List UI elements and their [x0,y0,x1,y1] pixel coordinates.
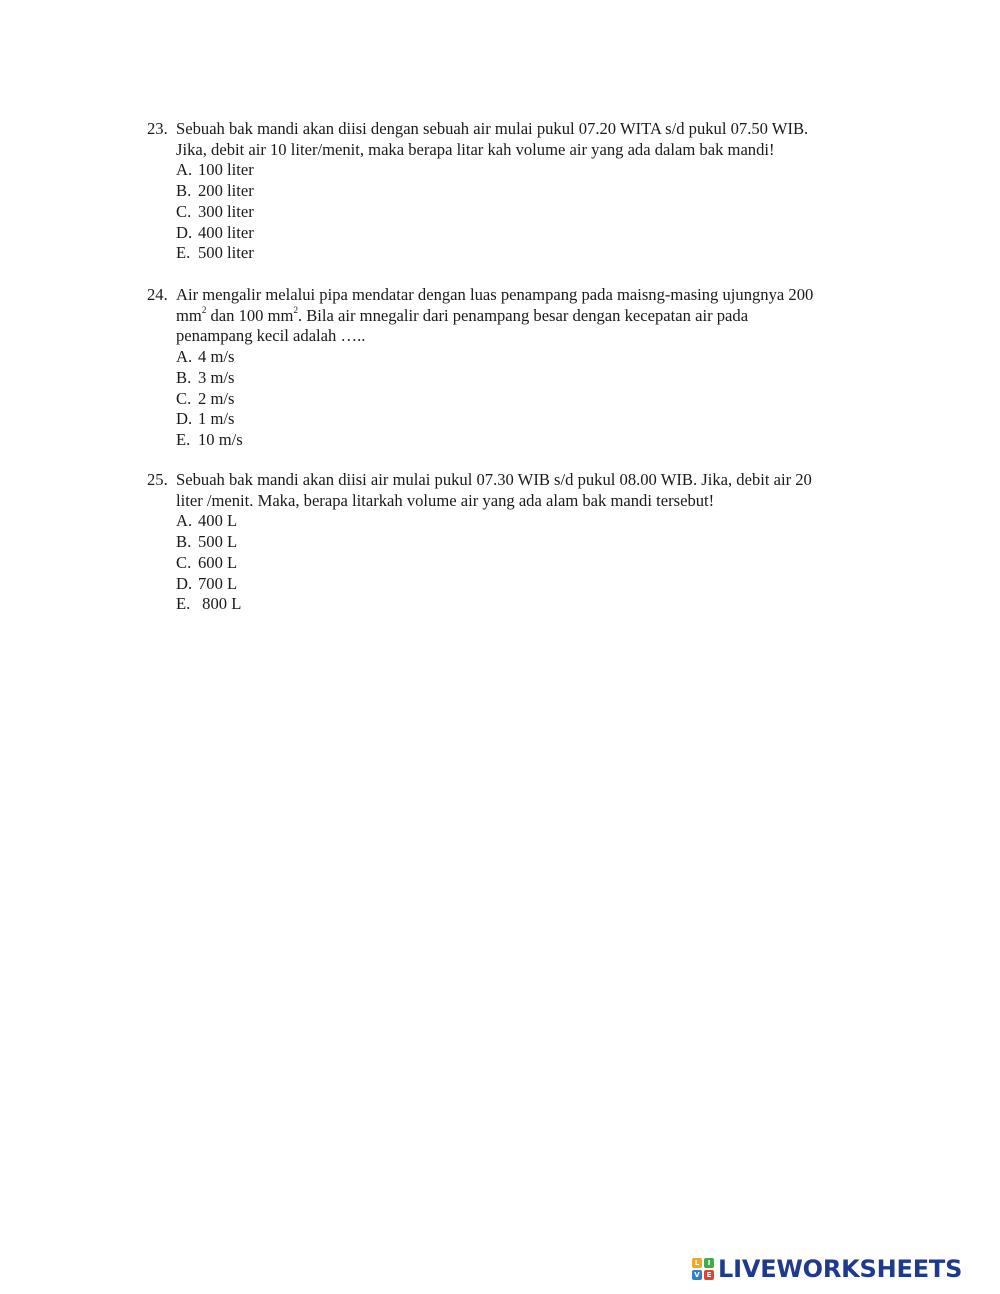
option-b[interactable] [176,181,877,202]
option-text: 400 L [198,511,238,531]
option-a[interactable] [176,160,877,181]
option-letter: A. [176,511,193,531]
option-d[interactable] [176,409,877,430]
answer-options [176,511,877,615]
answer-options [176,160,877,264]
option-letter: D. [176,409,193,429]
answer-options [176,347,877,451]
question-text [176,285,877,347]
question-line: liter /menit. Maka, berapa litarkah volume air yang ada alam bak mandi tersebut! [176,490,715,510]
superscript: 2 [293,305,298,316]
question-fragment: . Bila air mnegalir dari penampang besar dengan kecepatan air pada [297,305,749,325]
option-letter: D. [176,573,193,593]
question-number: 24. [147,285,168,304]
logo-tile-v: V [692,1270,702,1280]
question-23 [147,119,877,264]
option-c[interactable] [176,202,877,223]
option-letter: B. [176,367,192,387]
option-text: 2 m/s [198,388,235,408]
option-e[interactable] [176,430,877,451]
brand-name: LIVEWORKSHEETS [718,1255,963,1283]
option-letter: B. [176,181,192,201]
question-25 [147,470,877,615]
superscript: 2 [201,305,207,316]
option-letter: A. [176,160,193,180]
option-letter: C. [176,388,192,408]
option-letter: B. [176,532,192,552]
option-letter: E. [176,429,191,449]
option-e[interactable] [176,243,877,264]
option-text: 800 L [198,594,242,614]
option-d[interactable] [176,574,877,595]
logo-tile-l: L [692,1258,702,1268]
question-24 [147,285,877,451]
option-a[interactable] [176,347,877,368]
liveworksheets-logo-icon [692,1258,714,1280]
option-letter: C. [176,552,192,572]
question-line: penampang kecil adalah ….. [176,326,366,346]
option-text: 500 liter [198,243,254,263]
question-line: Air mengalir melalui pipa mendatar dengan luas penampang pada maisng-masing ujungnya 200 [176,285,814,304]
question-line [176,306,877,327]
option-letter: E. [176,243,191,263]
option-letter: C. [176,201,192,221]
option-b[interactable] [176,532,877,553]
option-text: 4 m/s [198,347,235,367]
option-d[interactable] [176,223,877,244]
option-letter: A. [176,347,193,367]
option-text: 200 liter [198,181,254,201]
option-text: 700 L [198,573,238,593]
option-letter: D. [176,222,193,242]
option-text: 600 L [198,552,238,572]
option-c[interactable] [176,389,877,410]
option-e[interactable] [176,594,877,615]
question-fragment: dan 100 mm [206,305,294,325]
option-text: 1 m/s [198,409,235,429]
question-number: 25. [147,470,168,489]
liveworksheets-brand[interactable] [692,1255,962,1283]
option-c[interactable] [176,553,877,574]
logo-tile-i: I [704,1258,714,1268]
question-text [176,119,877,160]
logo-tile-e: E [704,1270,714,1280]
question-line: Sebuah bak mandi akan diisi dengan sebuah air mulai pukul 07.20 WITA s/d pukul 07.50 WIB. [176,119,809,138]
unit-text: mm [176,305,202,325]
question-number: 23. [147,119,168,138]
option-a[interactable] [176,511,877,532]
option-letter: E. [176,594,191,614]
option-b[interactable] [176,368,877,389]
question-text [176,470,877,511]
option-text: 300 liter [198,201,254,221]
option-text: 100 liter [198,160,254,180]
question-line: Sebuah bak mandi akan diisi air mulai pukul 07.30 WIB s/d pukul 08.00 WIB. Jika, debit air 20 [176,470,812,489]
option-text: 3 m/s [198,367,235,387]
option-text: 500 L [198,532,238,552]
option-text: 400 liter [198,222,254,242]
question-line: Jika, debit air 10 liter/menit, maka berapa litar kah volume air yang ada dalam bak mandi! [176,139,775,159]
option-text: 10 m/s [198,429,243,449]
